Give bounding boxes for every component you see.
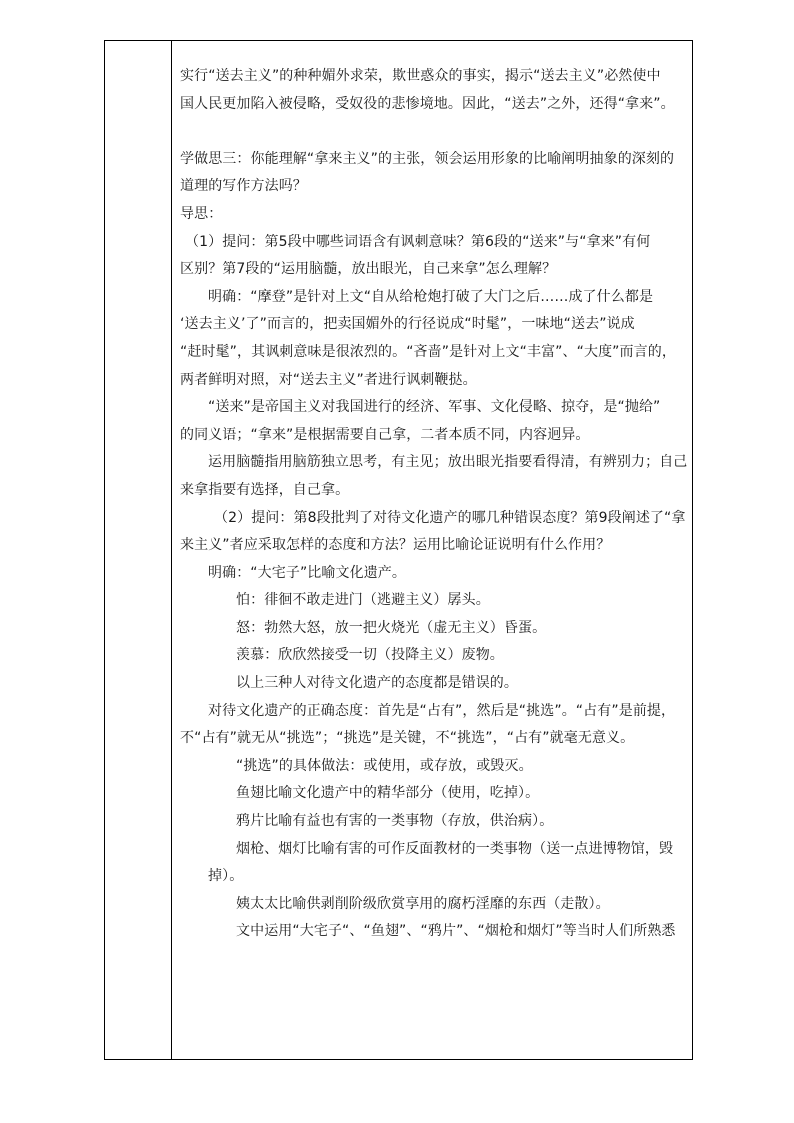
text-line: 运用脑髓指用脑筋独立思考，有主见；放出眼光指要看得清，有辨别力；自己 <box>208 454 688 471</box>
text-line: 明确：“摩登”是针对上文“自从给枪炮打破了大门之后……成了什么都是 <box>208 288 654 305</box>
text-line: 姨太太比喻供剥削阶级欣赏享用的腐朽淫靡的东西（走散）。 <box>236 895 610 912</box>
text-line: 来拿指要有选择，自己拿。 <box>180 481 350 498</box>
text-line: “挑选”的具体做法：或使用，或存放，或毁灭。 <box>236 757 533 774</box>
text-line: 文中运用“大宅子“、“鱼翅”、“鸦片”、“烟枪和烟灯”等当时人们所熟悉 <box>236 923 676 940</box>
text-line: 鸦片比喻有益也有害的一类事物（存放，供治病）。 <box>236 813 554 830</box>
text-line: 的同义语；“拿来”是根据需要自己拿，二者本质不同，内容迥异。 <box>180 426 590 443</box>
text-line: 来主义”者应采取怎样的态度和方法？运用比喻论证说明有什么作用？ <box>180 537 611 554</box>
text-line: 不“占有”就无从“挑选”；“挑选”是关键，不“挑选”，“占有”就毫无意义。 <box>180 730 635 747</box>
text-line: 怒：勃然大怒，放一把火烧光（虚无主义）昏蛋。 <box>236 619 547 636</box>
text-line: “赶时髦”，其讽刺意味是很浓烈的。“吝啬”是针对上文“丰富”、“大度”而言的， <box>180 343 676 360</box>
text-line: 导思： <box>180 205 223 222</box>
text-line: 掉）。 <box>208 868 244 885</box>
blank-line <box>180 118 690 146</box>
text-line: 两者鲜明对照，对“送去主义”者进行讽刺鞭挞。 <box>180 371 477 388</box>
text-line: 怕：徘徊不敢走进门（逃避主义）孱头。 <box>236 592 490 609</box>
text-line: 国人民更加陷入被侵略，受奴役的悲惨境地。因此，“送去”之外，还得“拿来”。 <box>180 95 675 112</box>
text-line: “送来”是帝国主义对我国进行的经济、军事、文化侵略、掠夺，是“抛给” <box>208 399 661 416</box>
text-line: 实行“送去主义”的种种媚外求荣，欺世惑众的事实，揭示“送去主义”必然使中 <box>180 68 661 84</box>
text-line: 明确：“大宅子”比喻文化遗产。 <box>208 564 407 581</box>
text-line: （2）提问：第8段批判了对待文化遗产的哪几种错误态度？第9段阐述了“拿 <box>214 509 686 526</box>
text-line: 鱼翅比喻文化遗产中的精华部分（使用，吃掉）。 <box>236 785 540 802</box>
text-line: 道理的写作方法吗？ <box>180 178 307 195</box>
text-line: 羡慕：欣欣然接受一切（投降主义）废物。 <box>236 647 504 664</box>
text-line: 对待文化遗产的正确态度：首先是“占有”，然后是“挑选”。“占有”是前提， <box>208 702 676 719</box>
text-line: （1）提问：第5段中哪些词语含有讽刺意味？第6段的“送来”与“拿来”有何 <box>185 233 651 250</box>
document-table <box>104 40 693 1060</box>
text-line: 学做思三：你能理解“拿来主义”的主张，领会运用形象的比喻阐明抽象的深刻的 <box>180 150 675 167</box>
left-column-cell <box>105 41 172 1059</box>
text-line: 以上三种人对待文化遗产的态度都是错误的。 <box>236 675 518 692</box>
text-line: 烟枪、烟灯比喻有害的可作反面教材的一类事物（送一点进博物馆，毁 <box>236 840 674 857</box>
content-cell <box>180 63 690 946</box>
text-line: 区别？第7段的“运用脑髓，放出眼光，自己来拿”怎么理解？ <box>180 261 557 278</box>
text-line: ‘送去主义’了”而言的，把卖国媚外的行径说成“时髦”，一味地“送去”说成 <box>180 316 635 333</box>
